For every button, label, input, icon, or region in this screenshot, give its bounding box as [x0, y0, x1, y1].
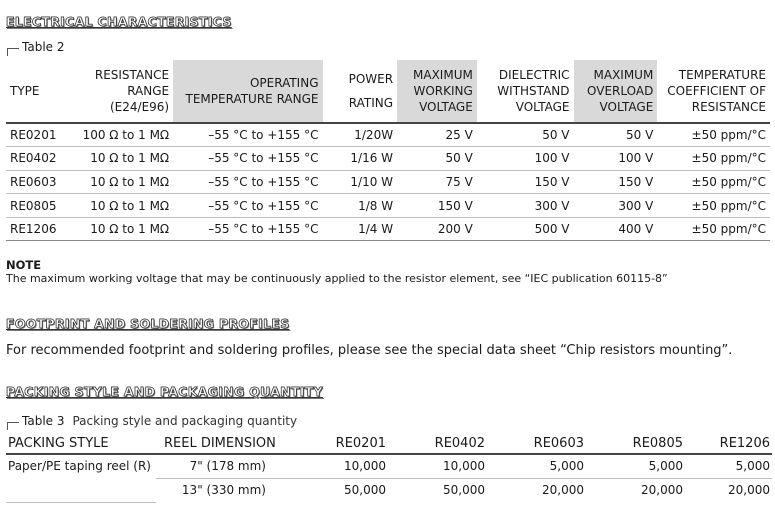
cell-working-voltage: 75 V: [397, 170, 477, 194]
cell-packing-style: Paper/PE taping reel (R): [6, 454, 156, 502]
header-max-overload-voltage: MAXIMUM OVERLOAD VOLTAGE: [574, 60, 658, 123]
cell-quantity: 10,000: [388, 454, 487, 478]
footprint-paragraph: For recommended footprint and soldering profiles, please see the special data sheet “Chip resistors mounting”.: [6, 343, 733, 358]
cell-tcr: ±50 ppm/°C: [657, 217, 770, 241]
cell-type: RE1206: [6, 217, 60, 241]
header-re0603: RE0603: [533, 436, 584, 451]
caption-bracket: [7, 422, 19, 430]
cell-quantity: 10,000: [296, 454, 388, 478]
cell-working-voltage: 150 V: [397, 194, 477, 218]
table3-caption: [7, 414, 297, 428]
header-reel-dimension: REEL DIMENSION: [164, 436, 276, 451]
header-dielectric-withstand: DIELECTRIC WITHSTAND VOLTAGE: [497, 68, 570, 114]
cell-working-voltage: 200 V: [397, 217, 477, 241]
section-title-footprint: FOOTPRINT AND SOLDERING PROFILES: [6, 316, 290, 331]
cell-resistance: 10 Ω to 1 MΩ: [60, 194, 173, 218]
cell-reel-dimension: 7" (178 mm): [156, 454, 296, 478]
table-row: [6, 217, 770, 241]
header-type: TYPE: [10, 84, 40, 98]
cell-power: 1/20W: [323, 123, 398, 147]
cell-power: 1/16 W: [323, 147, 398, 171]
cell-temperature: –55 °C to +155 °C: [173, 217, 322, 241]
packing-quantity-table: [6, 434, 772, 503]
cell-resistance: 10 Ω to 1 MΩ: [60, 147, 173, 171]
cell-dielectric: 300 V: [477, 194, 574, 218]
cell-resistance: 100 Ω to 1 MΩ: [60, 123, 173, 147]
cell-temperature: –55 °C to +155 °C: [173, 194, 322, 218]
table2-caption: [7, 40, 64, 54]
cell-quantity: 5,000: [487, 454, 586, 478]
cell-working-voltage: 25 V: [397, 123, 477, 147]
table-row: [6, 454, 772, 478]
note-text: The maximum working voltage that may be continuously applied to the resistor element, see “IEC publication 60115-8”: [6, 272, 668, 285]
table-row: [6, 147, 770, 171]
cell-dielectric: 150 V: [477, 170, 574, 194]
cell-dielectric: 50 V: [477, 123, 574, 147]
cell-quantity: 50,000: [443, 483, 485, 498]
cell-tcr: ±50 ppm/°C: [657, 194, 770, 218]
cell-dielectric: 500 V: [477, 217, 574, 241]
cell-resistance: 10 Ω to 1 MΩ: [60, 170, 173, 194]
cell-temperature: –55 °C to +155 °C: [173, 147, 322, 171]
cell-quantity: 5,000: [685, 454, 772, 478]
cell-overload-voltage: 300 V: [574, 194, 658, 218]
cell-tcr: ±50 ppm/°C: [657, 123, 770, 147]
header-packing-style: PACKING STYLE: [8, 436, 109, 451]
cell-quantity: 20,000: [542, 483, 584, 498]
cell-overload-voltage: 400 V: [574, 217, 658, 241]
table-row: [6, 170, 770, 194]
cell-overload-voltage: 150 V: [574, 170, 658, 194]
cell-power: 1/4 W: [323, 217, 398, 241]
cell-type: RE0603: [6, 170, 60, 194]
table3-caption-description: Packing style and packaging quantity: [72, 414, 298, 428]
caption-bracket: [7, 48, 19, 56]
cell-resistance: 10 Ω to 1 MΩ: [60, 217, 173, 241]
header-max-working-voltage: MAXIMUM WORKING VOLTAGE: [397, 60, 477, 123]
cell-working-voltage: 50 V: [397, 147, 477, 171]
cell-temperature: –55 °C to +155 °C: [173, 170, 322, 194]
cell-tcr: ±50 ppm/°C: [657, 170, 770, 194]
cell-power: 1/8 W: [323, 194, 398, 218]
cell-tcr: ±50 ppm/°C: [657, 147, 770, 171]
section-title-packing: PACKING STYLE AND PACKAGING QUANTITY: [6, 384, 323, 399]
table2-header-row: [6, 60, 770, 123]
cell-power: 1/10 W: [323, 170, 398, 194]
header-operating-temperature: OPERATING TEMPERATURE RANGE: [173, 60, 322, 123]
header-re1206: RE1206: [719, 436, 770, 451]
cell-quantity: 20,000: [641, 483, 683, 498]
header-re0201: RE0201: [335, 436, 386, 451]
cell-type: RE0402: [6, 147, 60, 171]
cell-reel-dimension: 13" (330 mm): [181, 483, 266, 498]
cell-quantity: 20,000: [728, 483, 770, 498]
header-power-rating: POWER RATING: [348, 72, 394, 110]
table3-caption-label: Table 3: [22, 414, 65, 428]
table-row: [6, 123, 770, 147]
cell-quantity: 5,000: [586, 454, 685, 478]
table2-caption-label: Table 2: [22, 40, 65, 54]
cell-overload-voltage: 50 V: [574, 123, 658, 147]
header-re0402: RE0402: [434, 436, 485, 451]
section-title-electrical: ELECTRICAL CHARACTERISTICS: [6, 14, 232, 29]
header-temperature-coefficient: TEMPERATURE COEFFICIENT OF RESISTANCE: [667, 68, 766, 114]
cell-type: RE0201: [6, 123, 60, 147]
header-resistance-range: RESISTANCE RANGE (E24/E96): [94, 68, 170, 114]
cell-temperature: –55 °C to +155 °C: [173, 123, 322, 147]
table3-header-row: [6, 434, 772, 454]
cell-overload-voltage: 100 V: [574, 147, 658, 171]
header-re0805: RE0805: [632, 436, 683, 451]
cell-dielectric: 100 V: [477, 147, 574, 171]
cell-quantity: 50,000: [344, 483, 386, 498]
electrical-characteristics-table: [6, 60, 770, 241]
table-row: [6, 194, 770, 218]
note-heading: NOTE: [6, 258, 42, 272]
cell-type: RE0805: [6, 194, 60, 218]
